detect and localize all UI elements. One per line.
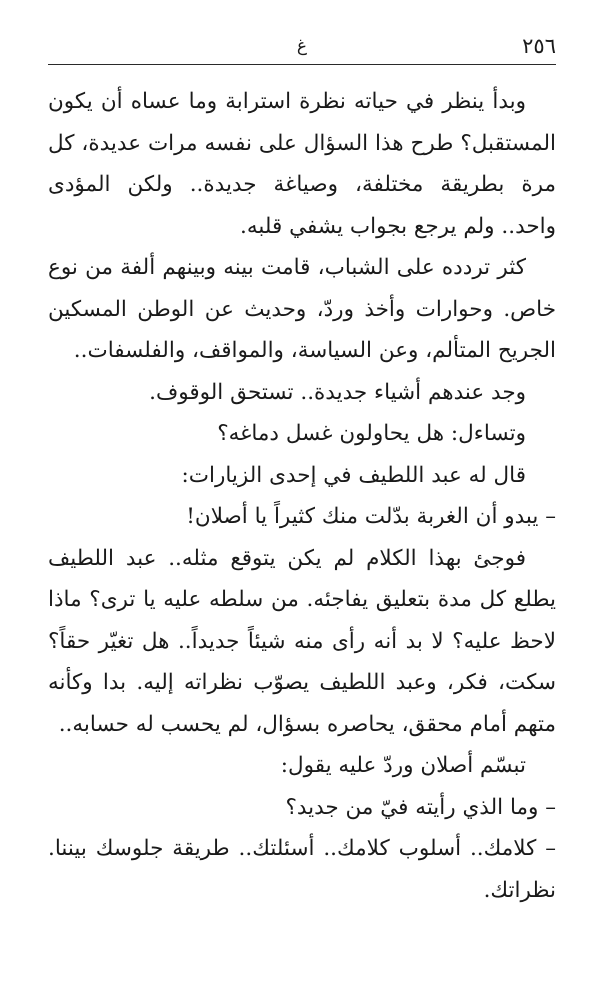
paragraph: قال له عبد اللطيف في إحدى الزيارات: — [181, 462, 526, 488]
paragraph: وجد عندهم أشياء جديدة.. تستحق الوقوف. — [149, 379, 526, 405]
paragraph: كثر تردده على الشباب، قامت بينه وبينهم ألفة من نوع خاص. وحوارات وأخذ وردّ، وحديث عن الوطن المسكين الجريح المتألم، وعن السياسة، والمواقف، والفلسفات.. — [48, 255, 556, 363]
dialogue-line: – يبدو أن الغربة بدّلت منك كثيراً يا أصلان! — [186, 504, 556, 529]
paragraph: تبسّم أصلان وردّ عليه يقول: — [280, 753, 526, 778]
paragraph: وبدأ ينظر في حياته نظرة استرابة وما عساه أن يكون المستقبل؟ طرح هذا السؤال على نفسه مرات عديدة، كل مرة بطريقة مختلفة، وصياغة جديدة.. ولكن المؤدى واحد.. ولم يرجع بجواب يشفي قلبه. — [48, 89, 556, 239]
header-rule — [48, 64, 556, 65]
paragraph: فوجئ بهذا الكلام لم يكن يتوقع مثله.. عبد اللطيف يطلع كل مدة بتعليق يفاجئه. من سلطه عليه يا ترى؟ ماذا لاحظ عليه؟ لا بد أنه رأى منه شيئاً جديداً.. هل تغيّر حقاً؟ سكت، فكر، وعبد اللطيف يصوّب نظراته إليه. بدا وكأنه متهم أمام محقق، يحاصره بسؤال، لم يحسب له حسابه.. — [48, 545, 556, 737]
dialogue-line: – وما الذي رأيته فيّ من جديد؟ — [285, 794, 556, 820]
dialogue-line: – كلامك.. أسلوب كلامك.. أسئلتك.. طريقة جلوسك بيننا. نظراتك. — [48, 836, 556, 903]
body-text — [48, 81, 556, 911]
running-head: غ — [296, 36, 308, 56]
book-page — [48, 28, 556, 978]
page-number: ٢٥٦ — [522, 34, 556, 58]
page-header — [48, 28, 556, 62]
paragraph: وتساءل: هل يحاولون غسل دماغه؟ — [217, 421, 526, 446]
